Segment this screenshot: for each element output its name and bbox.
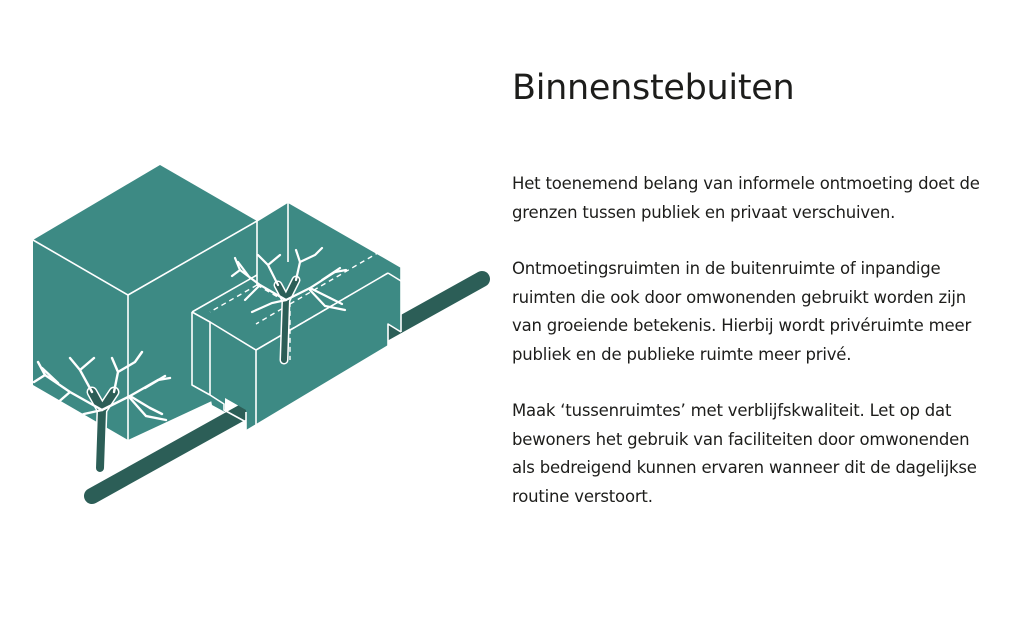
page-title: Binnenstebuiten bbox=[512, 68, 795, 108]
body-paragraph: Ontmoetingsruimten in de buitenruimte of inpandige ruimten die ook door omwonenden gebruikt worden zijn van groeiende betekenis. Hierbij wordt privéruimte meer publiek en de publieke ruimte meer privé. bbox=[512, 259, 972, 364]
intro-paragraph: Het toenemend belang van informele ontmoeting doet de grenzen tussen publiek en privaat verschuiven. bbox=[512, 174, 980, 222]
article-content bbox=[512, 62, 982, 539]
isometric-illustration bbox=[20, 150, 500, 520]
advice-paragraph: Maak ‘tussenruimtes’ met verblijfskwaliteit. Let op dat bewoners het gebruik van faciliteiten door omwonenden als bedreigend kunnen ervaren wanneer dit de dagelijkse routine verstoort. bbox=[512, 401, 977, 506]
building-icon bbox=[33, 165, 401, 440]
